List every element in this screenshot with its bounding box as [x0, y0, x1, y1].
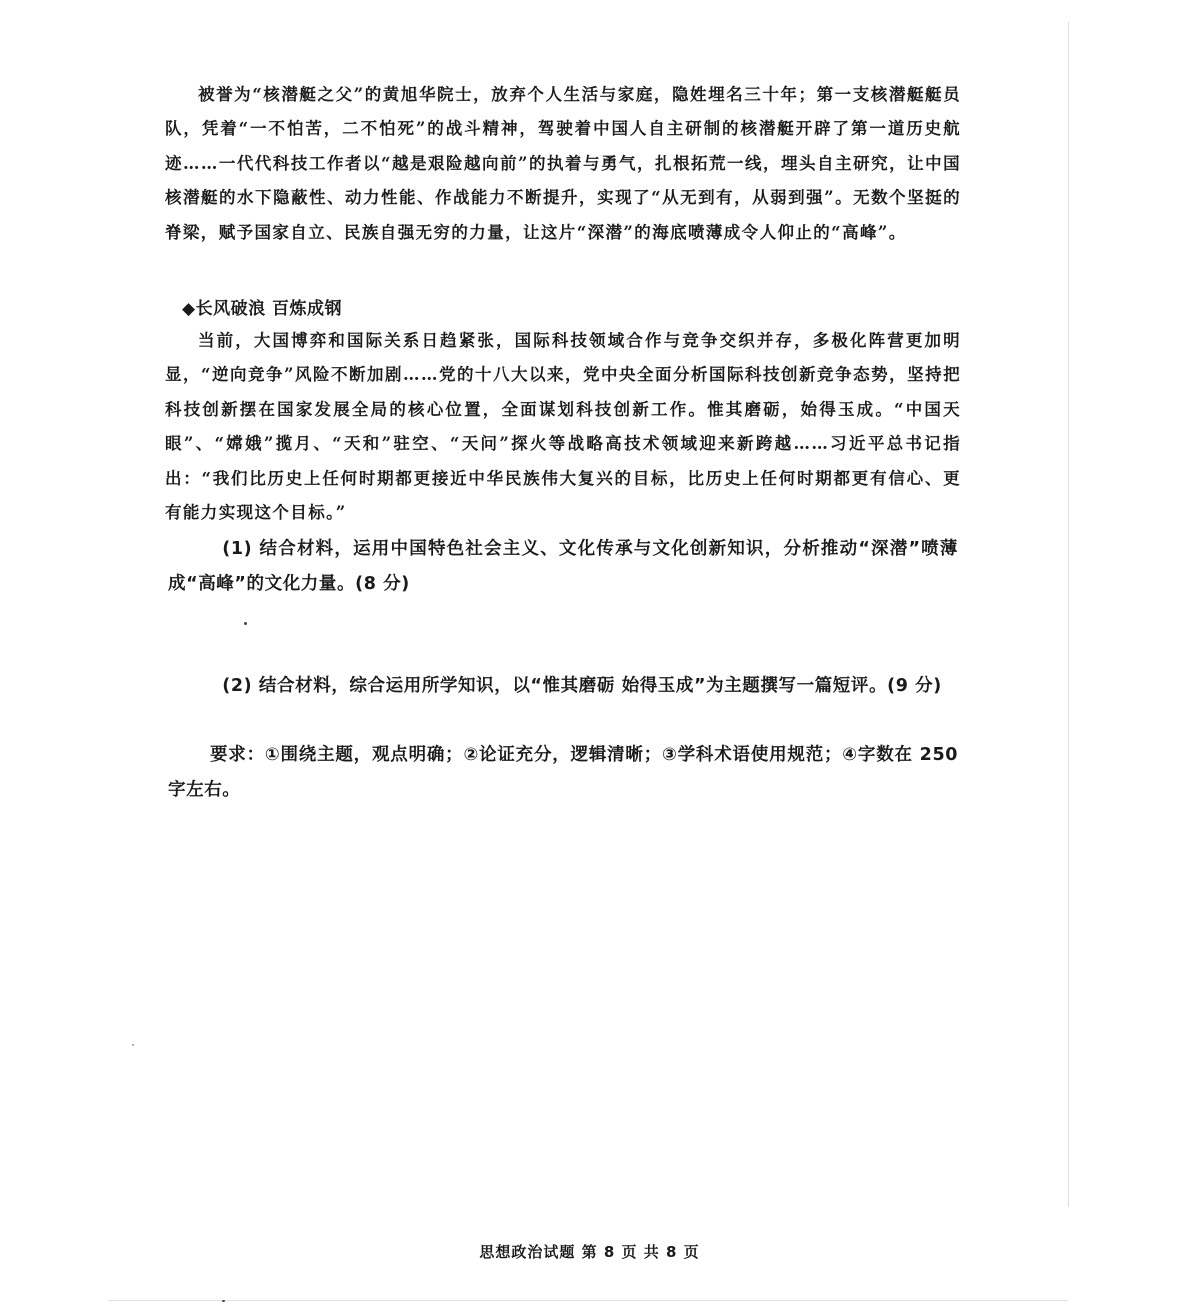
- material-paragraph-1: 被誉为“核潜艇之父”的黄旭华院士，放弃个人生活与家庭，隐姓埋名三十年；第一支核潜艇艇员队，凭着“一不怕苦，二不怕死”的战斗精神，驾驶着中国人自主研制的核潜艇开辟了第一道历史航迹……一代代科技工作者以“越是艰险越向前”的执着与勇气，扎根拓荒一线，埋头自主研究，让中国核潜艇的水下隐蔽性、动力性能、作战能力不断提升，实现了“从无到有，从弱到强”。无数个坚挺的脊梁，赋予国家自立、民族自强无穷的力量，让这片“深潜”的海底喷薄成令人仰止的“高峰”。: [165, 85, 961, 242]
- material-paragraph-2: 当前，大国博弈和国际关系日趋紧张，国际科技领域合作与竞争交织并存，多极化阵营更加明显，“逆向竞争”风险不断加剧……党的十八大以来，党中央全面分析国际科技创新竞争态势，坚持把科技创新摆在国家发展全局的核心位置，全面谋划科技创新工作。惟其磨砺，始得玉成。“中国天眼”、“嫦娥”揽月、“天和”驻空、“天问”探火等战略高技术领域迎来新跨越……习近平总书记指出：“我们比历史上任何时期都更接近中华民族伟大复兴的目标，比历史上任何时期都更有信心、更有能力实现这个目标。”: [165, 331, 961, 523]
- section-heading: ◆长风破浪 百炼成钢: [182, 299, 342, 319]
- question-1: (1) 结合材料，运用中国特色社会主义、文化传承与文化创新知识，分析推动“深潜”喷薄成“高峰”的文化力量。(8 分): [168, 539, 958, 594]
- question-2-requirements: 要求：①围绕主题，观点明确；②论证充分，逻辑清晰；③学科术语使用规范；④字数在 250 字左右。: [168, 745, 958, 800]
- scan-speck: [244, 622, 247, 625]
- page-footer: 思想政治试题 第 8 页 共 8 页: [479, 1243, 700, 1261]
- scan-edge-line: [1068, 22, 1069, 1207]
- scan-speck: [222, 1300, 225, 1302]
- scan-bottom-line: [108, 1300, 1068, 1301]
- scan-speck: [132, 1044, 134, 1046]
- question-2: (2) 结合材料，综合运用所学知识，以“惟其磨砺 始得玉成”为主题撰写一篇短评。(9 分): [222, 676, 942, 696]
